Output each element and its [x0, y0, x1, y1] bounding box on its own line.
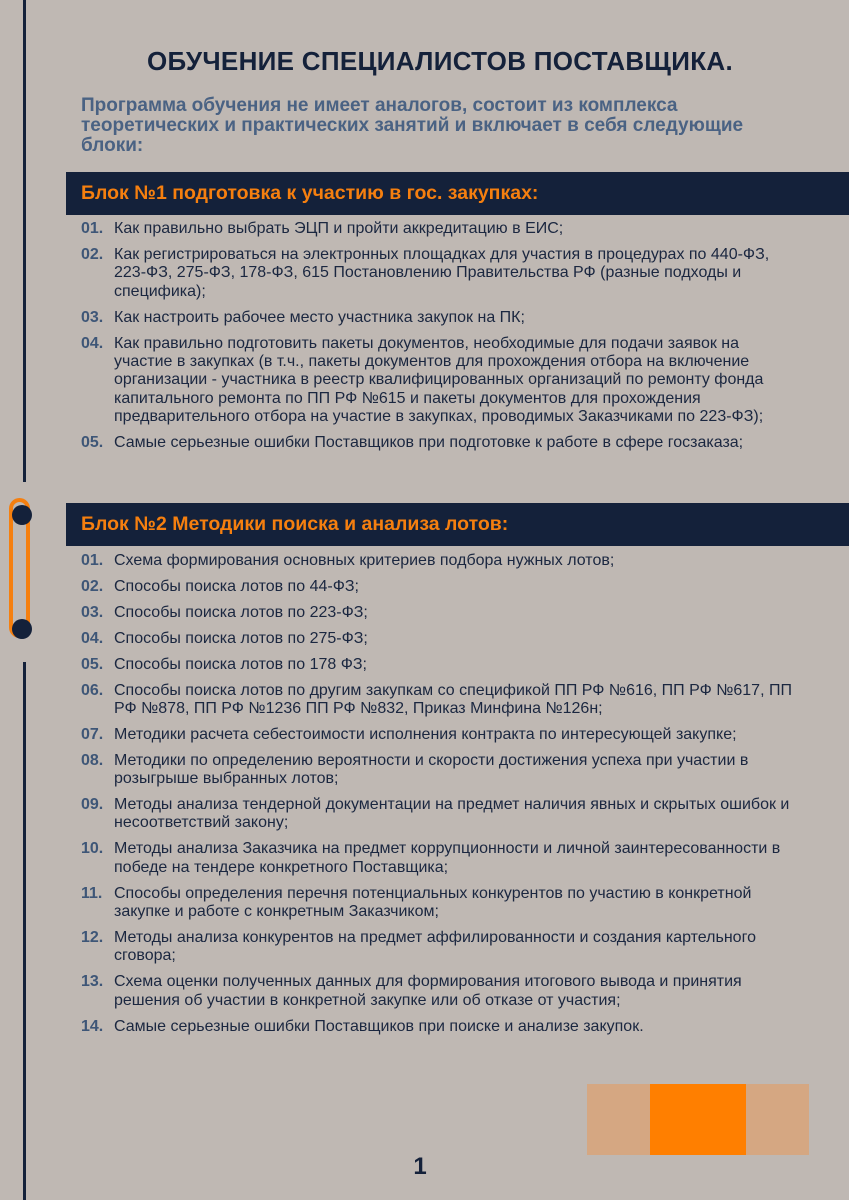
item-number: 04.	[81, 334, 104, 352]
item-number: 06.	[81, 681, 104, 699]
decor-block-center	[650, 1084, 746, 1155]
item-number: 01.	[81, 220, 104, 237]
block1-list	[81, 220, 801, 460]
item-number: 09.	[81, 796, 104, 814]
item-number: 11.	[81, 884, 103, 902]
intro-paragraph: Программа обучения не имеет аналогов, состоит из комплекса теоретических и практических занятий и включает в себя следующие блоки:	[81, 95, 744, 156]
list-item	[81, 682, 801, 719]
list-item	[81, 840, 801, 877]
item-number: 02.	[81, 245, 104, 263]
item-number: 05.	[81, 655, 104, 673]
binder-hole-top	[12, 505, 32, 525]
item-number: 03.	[81, 603, 104, 621]
list-item	[81, 220, 801, 238]
list-item	[81, 246, 801, 301]
item-text: Как правильно подготовить пакеты документов, необходимые для подачи заявок на участие в закупках (в т.ч., пакеты документов для прохождения отбора на включение организации - участника в реестр квалифицированных организаций по ремонту фонда капитального ремонта по ПП РФ №615 и пакеты документов для прохождения предварительного отбора на участие в закупках, проводимых Заказчиками по 223-ФЗ);	[114, 334, 764, 426]
item-text: Способы поиска лотов по 223-ФЗ;	[114, 603, 368, 621]
item-number: 12.	[81, 929, 104, 946]
item-text: Методы анализа конкурентов на предмет аффилированности и создания картельного сговора;	[114, 929, 756, 965]
item-number: 01.	[81, 552, 104, 569]
list-item	[81, 434, 801, 452]
list-item	[81, 885, 801, 922]
list-item	[81, 578, 801, 596]
page-number: 1	[413, 1153, 427, 1180]
item-text: Схема оценки полученных данных для формирования итогового вывода и принятия решения об участии в конкретной закупке или об отказе от участия;	[114, 973, 742, 1009]
decor-block-left	[587, 1084, 650, 1155]
item-number: 04.	[81, 629, 104, 647]
decor-block-right	[746, 1084, 809, 1155]
item-number: 13.	[81, 973, 104, 991]
item-text: Способы поиска лотов по 178 ФЗ;	[114, 655, 367, 673]
list-item	[81, 726, 801, 744]
list-item	[81, 604, 801, 622]
item-text: Методики расчета себестоимости исполнения контракта по интересующей закупке;	[114, 725, 737, 743]
item-text: Как настроить рабочее место участника закупок на ПК;	[114, 308, 525, 326]
item-text: Как правильно выбрать ЭЦП и пройти аккредитацию в ЕИС;	[114, 220, 564, 237]
item-number: 05.	[81, 434, 104, 452]
item-number: 14.	[81, 1017, 104, 1035]
item-text: Методы анализа Заказчика на предмет коррупционности и личной заинтересованности в победе на тендере конкретного Поставщика;	[114, 840, 781, 876]
item-text: Схема формирования основных критериев подбора нужных лотов;	[114, 552, 615, 569]
binder-spine-bottom	[23, 662, 26, 1200]
item-text: Методики по определению вероятности и скорости достижения успеха при участии в розыгрыше выбранных лотов;	[114, 751, 749, 788]
list-item	[81, 752, 801, 789]
block2-heading: Блок №2 Методики поиска и анализа лотов:	[66, 503, 849, 546]
item-number: 10.	[81, 840, 104, 858]
block1-heading: Блок №1 подготовка к участию в гос. закупках:	[66, 172, 849, 215]
list-item	[81, 929, 801, 966]
list-item	[81, 630, 801, 648]
item-number: 07.	[81, 725, 104, 743]
item-text: Методы анализа тендерной документации на предмет наличия явных и скрытых ошибок и несоответствий закону;	[114, 796, 790, 832]
binder-hole-bottom	[12, 619, 32, 639]
list-item	[81, 656, 801, 674]
list-item	[81, 335, 801, 427]
list-item	[81, 552, 801, 570]
page-title: ОБУЧЕНИЕ СПЕЦИАЛИСТОВ ПОСТАВЩИКА.	[147, 46, 733, 76]
list-item	[81, 796, 801, 833]
item-text: Способы определения перечня потенциальных конкурентов по участию в конкретной закупке и работе с конкретным Заказчиком;	[114, 884, 752, 921]
item-text: Способы поиска лотов по 275-ФЗ;	[114, 629, 368, 647]
item-text: Способы поиска лотов по другим закупкам со спецификой ПП РФ №616, ПП РФ №617, ПП РФ №878, ПП РФ №1236 ПП РФ №832, Приказ Минфина №126н;	[114, 681, 792, 717]
item-text: Как регистрироваться на электронных площадках для участия в процедурах по 440-ФЗ, 223-ФЗ, 275-ФЗ, 178-ФЗ, 615 Постановлению Правительства РФ (разные подходы и специфика);	[114, 245, 770, 300]
block2-list	[81, 552, 801, 1044]
item-text: Способы поиска лотов по 44-ФЗ;	[114, 577, 359, 595]
item-number: 02.	[81, 577, 104, 595]
item-number: 03.	[81, 308, 104, 326]
item-number: 08.	[81, 751, 104, 769]
list-item	[81, 973, 801, 1010]
item-text: Самые серьезные ошибки Поставщиков при подготовке к работе в сфере госзаказа;	[114, 434, 744, 452]
item-text: Самые серьезные ошибки Поставщиков при поиске и анализе закупок.	[114, 1017, 644, 1035]
list-item	[81, 1018, 801, 1036]
list-item	[81, 309, 801, 327]
